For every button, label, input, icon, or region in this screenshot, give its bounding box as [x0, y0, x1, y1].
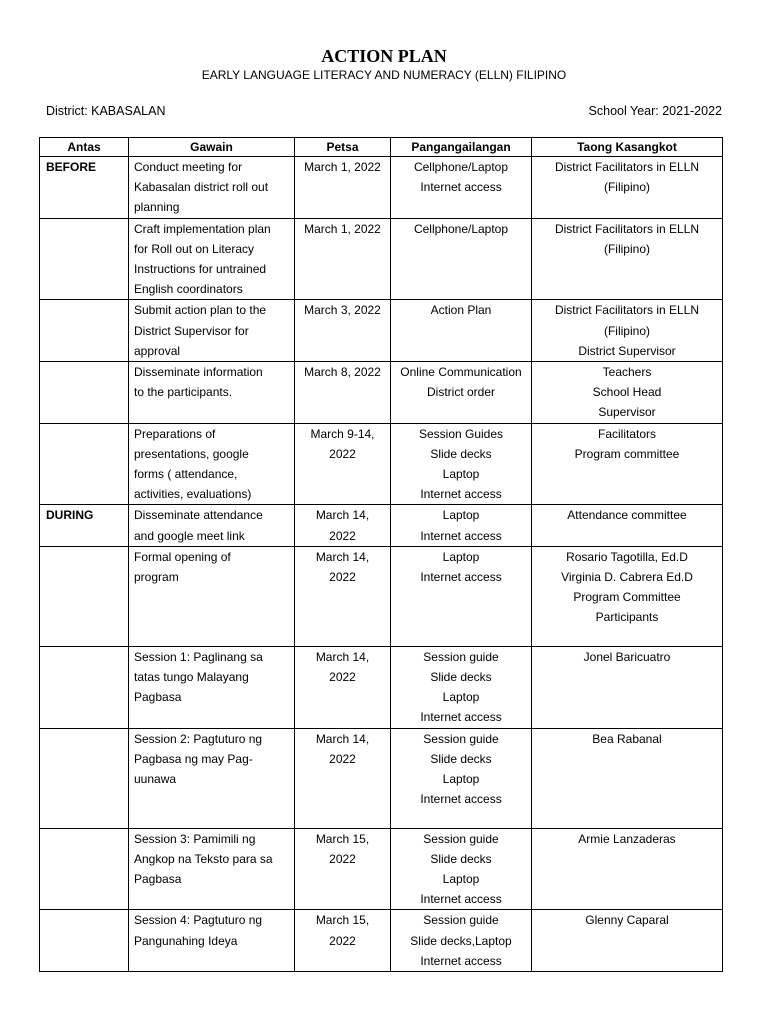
cell-petsa-line: 2022 — [329, 851, 356, 866]
table-header-row — [40, 138, 723, 157]
cell-pangangailangan — [391, 505, 532, 546]
cell-pangangailangan-line: Slide decks — [430, 851, 492, 866]
cell-gawain — [129, 910, 295, 972]
cell-petsa — [295, 546, 391, 646]
cell-petsa-line: March 15, — [315, 831, 370, 846]
header-pangangailangan: Pangangailangan — [391, 138, 532, 157]
cell-antas — [40, 728, 129, 828]
cell-taong-kasangkot — [532, 362, 723, 424]
table-row — [40, 728, 723, 828]
cell-pangangailangan-line: Session Guides — [418, 426, 504, 441]
cell-gawain-line: Pagbasa ng may Pag- — [134, 751, 253, 766]
cell-pangangailangan-line: Laptop — [442, 872, 480, 887]
cell-antas — [40, 362, 129, 424]
cell-gawain-line: Conduct meeting for — [134, 160, 243, 174]
cell-pangangailangan — [391, 157, 532, 219]
cell-gawain — [129, 505, 295, 546]
cell-taong-kasangkot — [532, 157, 723, 219]
cell-petsa — [295, 828, 391, 910]
cell-gawain — [129, 423, 295, 505]
cell-pangangailangan-line: Internet access — [420, 487, 502, 502]
cell-petsa-line: 2022 — [329, 670, 356, 685]
cell-pangangailangan-line: Slide decks — [430, 751, 492, 766]
cell-taong-kasangkot-line: Supervisor — [598, 405, 656, 420]
cell-taong-kasangkot-line: (Filipino) — [603, 241, 650, 256]
cell-gawain-line: District Supervisor for — [134, 323, 249, 338]
cell-gawain-line: English coordinators — [134, 282, 243, 297]
action-plan-table — [39, 137, 723, 972]
cell-pangangailangan-line: Laptop — [442, 508, 480, 523]
cell-gawain-line: approval — [134, 343, 181, 358]
cell-antas — [40, 828, 129, 910]
cell-gawain-line: for Roll out on Literacy — [134, 241, 255, 256]
cell-petsa-line: March 3, 2022 — [304, 303, 381, 318]
table-row — [40, 910, 723, 972]
cell-antas — [40, 646, 129, 728]
cell-taong-kasangkot — [532, 646, 723, 728]
cell-taong-kasangkot-line: District Facilitators in ELLN — [554, 160, 700, 174]
cell-gawain-line: Disseminate information — [134, 365, 263, 380]
cell-antas — [40, 300, 129, 362]
cell-gawain-line: Pagbasa — [134, 872, 182, 887]
cell-pangangailangan-line: Session guide — [423, 831, 499, 846]
cell-petsa — [295, 362, 391, 424]
cell-pangangailangan-line: Session guide — [423, 913, 499, 928]
cell-pangangailangan-line: Cellphone/Laptop — [413, 221, 509, 236]
cell-pangangailangan — [391, 300, 532, 362]
cell-gawain-line: Session 3: Pamimili ng — [134, 831, 256, 846]
cell-gawain-line: Session 4: Pagtuturo ng — [134, 913, 263, 928]
cell-pangangailangan — [391, 728, 532, 828]
cell-pangangailangan-line: Laptop — [442, 772, 480, 787]
header-gawain: Gawain — [129, 138, 295, 157]
cell-petsa — [295, 423, 391, 505]
cell-taong-kasangkot-line: School Head — [592, 385, 662, 400]
cell-taong-kasangkot-line: Armie Lanzaderas — [578, 831, 676, 846]
cell-petsa-line: March 8, 2022 — [304, 365, 381, 380]
cell-taong-kasangkot — [532, 423, 723, 505]
cell-petsa — [295, 218, 391, 300]
cell-gawain — [129, 300, 295, 362]
cell-gawain-line: Instructions for untrained — [134, 262, 267, 277]
cell-gawain — [129, 546, 295, 646]
cell-taong-kasangkot — [532, 728, 723, 828]
cell-pangangailangan-line: Online Communication — [400, 365, 522, 380]
cell-petsa-line: March 15, — [315, 913, 370, 928]
table-row — [40, 828, 723, 910]
cell-gawain-line: forms ( attendance, — [134, 467, 238, 482]
cell-pangangailangan-line: Internet access — [420, 528, 502, 543]
cell-gawain — [129, 828, 295, 910]
table-row — [40, 362, 723, 424]
cell-pangangailangan-line: Internet access — [420, 892, 502, 907]
table-row — [40, 300, 723, 362]
cell-petsa — [295, 300, 391, 362]
table-row — [40, 423, 723, 505]
cell-petsa-line: March 14, — [315, 731, 370, 746]
cell-petsa — [295, 505, 391, 546]
cell-gawain-line: Submit action plan to the — [134, 303, 267, 318]
cell-gawain-line: presentations, google — [134, 446, 249, 461]
cell-gawain — [129, 728, 295, 828]
cell-taong-kasangkot-line: (Filipino) — [603, 180, 650, 195]
header-antas: Antas — [40, 138, 129, 157]
cell-taong-kasangkot-line: District Facilitators in ELLN — [554, 221, 700, 236]
table-row — [40, 218, 723, 300]
table-row — [40, 505, 723, 546]
cell-pangangailangan — [391, 828, 532, 910]
table-row — [40, 646, 723, 728]
cell-gawain-line: tatas tungo Malayang — [134, 670, 249, 685]
cell-petsa-line: March 9-14, — [310, 426, 375, 441]
cell-antas — [40, 423, 129, 505]
cell-taong-kasangkot-line: (Filipino) — [603, 323, 650, 338]
cell-gawain — [129, 646, 295, 728]
cell-gawain-line: planning — [134, 200, 180, 215]
cell-petsa — [295, 728, 391, 828]
cell-pangangailangan — [391, 910, 532, 972]
cell-gawain-line: Disseminate attendance — [134, 508, 263, 523]
cell-gawain — [129, 362, 295, 424]
cell-antas: DURING — [40, 505, 129, 546]
cell-gawain-line: uunawa — [134, 772, 177, 787]
district-label: District: KABASALAN — [46, 104, 166, 118]
cell-pangangailangan-line: Action Plan — [430, 303, 492, 318]
cell-taong-kasangkot-line: District Facilitators in ELLN — [554, 303, 700, 318]
cell-taong-kasangkot-line: Facilitators — [597, 426, 656, 441]
cell-gawain-line: and google meet link — [134, 528, 245, 543]
cell-taong-kasangkot-line: Bea Rabanal — [592, 731, 662, 746]
header-taong-kasangkot: Taong Kasangkot — [532, 138, 723, 157]
cell-taong-kasangkot-line: Program Committee — [573, 590, 681, 605]
cell-pangangailangan-line: Slide decks — [430, 670, 492, 685]
header-petsa: Petsa — [295, 138, 391, 157]
cell-petsa-line: 2022 — [329, 933, 356, 948]
cell-taong-kasangkot-line: Program committee — [574, 446, 680, 461]
cell-pangangailangan — [391, 646, 532, 728]
cell-petsa-line: 2022 — [329, 570, 356, 585]
cell-pangangailangan-line: Internet access — [420, 180, 502, 195]
cell-taong-kasangkot-line: Attendance committee — [567, 508, 687, 523]
cell-antas — [40, 546, 129, 646]
document-subtitle: EARLY LANGUAGE LITERACY AND NUMERACY (ELLN) FILIPINO — [201, 68, 567, 82]
cell-gawain-line: Craft implementation plan — [134, 221, 271, 236]
cell-gawain-line: Session 2: Pagtuturo ng — [134, 731, 263, 746]
cell-pangangailangan-line: Internet access — [420, 953, 502, 968]
cell-taong-kasangkot-line: District Supervisor — [578, 343, 676, 358]
cell-petsa-line: 2022 — [329, 528, 356, 543]
cell-pangangailangan-line: Internet access — [420, 710, 502, 725]
cell-antas: BEFORE — [40, 157, 129, 219]
cell-pangangailangan-line: District order — [426, 385, 495, 400]
cell-gawain-line: to the participants. — [134, 385, 233, 400]
cell-gawain-line: activities, evaluations) — [134, 487, 252, 502]
cell-taong-kasangkot-line: Glenny Caparal — [585, 913, 669, 928]
cell-taong-kasangkot — [532, 546, 723, 646]
cell-petsa — [295, 646, 391, 728]
cell-gawain-line: Session 1: Paglinang sa — [134, 649, 263, 664]
cell-taong-kasangkot — [532, 300, 723, 362]
cell-gawain-line: Kabasalan district roll out — [134, 180, 269, 195]
cell-taong-kasangkot-line: Participants — [595, 610, 659, 625]
cell-petsa-line: March 1, 2022 — [304, 160, 381, 174]
cell-antas — [40, 910, 129, 972]
cell-pangangailangan-line: Session guide — [423, 731, 499, 746]
cell-petsa-line: March 14, — [315, 649, 370, 664]
cell-petsa-line: March 14, — [315, 549, 370, 564]
cell-gawain-line: Formal opening of — [134, 549, 231, 564]
cell-gawain-line: Preparations of — [134, 426, 216, 441]
cell-pangangailangan-line: Internet access — [420, 792, 502, 807]
cell-pangangailangan-line: Laptop — [442, 690, 480, 705]
cell-taong-kasangkot-line: Rosario Tagotilla, Ed.D — [566, 549, 688, 564]
cell-pangangailangan — [391, 362, 532, 424]
cell-gawain-line: program — [134, 570, 179, 585]
cell-pangangailangan-line: Laptop — [442, 549, 480, 564]
cell-taong-kasangkot-line: Jonel Baricuatro — [583, 649, 671, 664]
cell-gawain — [129, 218, 295, 300]
cell-gawain-line: Angkop na Teksto para sa — [134, 851, 273, 866]
cell-gawain-line: Pagbasa — [134, 690, 182, 705]
cell-petsa — [295, 157, 391, 219]
cell-taong-kasangkot — [532, 505, 723, 546]
cell-pangangailangan-line: Session guide — [423, 649, 499, 664]
cell-taong-kasangkot-line: Virginia D. Cabrera Ed.D — [561, 570, 693, 585]
cell-pangangailangan-line: Slide decks — [430, 446, 492, 461]
cell-petsa-line: 2022 — [329, 751, 356, 766]
cell-pangangailangan — [391, 218, 532, 300]
cell-pangangailangan-line: Slide decks,Laptop — [410, 933, 512, 948]
cell-gawain-line: Pangunahing Ideya — [134, 933, 238, 948]
school-year-label: School Year: 2021-2022 — [588, 104, 722, 118]
cell-pangangailangan-line: Cellphone/Laptop — [413, 160, 509, 174]
cell-petsa — [295, 910, 391, 972]
cell-gawain — [129, 157, 295, 219]
cell-pangangailangan-line: Laptop — [442, 467, 480, 482]
cell-pangangailangan-line: Internet access — [420, 570, 502, 585]
cell-pangangailangan — [391, 423, 532, 505]
cell-taong-kasangkot-line: Teachers — [602, 365, 652, 380]
cell-petsa-line: March 14, — [315, 508, 370, 523]
cell-pangangailangan — [391, 546, 532, 646]
cell-taong-kasangkot — [532, 910, 723, 972]
table-row — [40, 546, 723, 646]
cell-petsa-line: 2022 — [329, 446, 356, 461]
document-title: ACTION PLAN — [321, 46, 447, 66]
cell-petsa-line: March 1, 2022 — [304, 221, 381, 236]
cell-taong-kasangkot — [532, 828, 723, 910]
cell-taong-kasangkot — [532, 218, 723, 300]
table-body — [40, 157, 723, 972]
cell-antas — [40, 218, 129, 300]
table-row — [40, 157, 723, 219]
